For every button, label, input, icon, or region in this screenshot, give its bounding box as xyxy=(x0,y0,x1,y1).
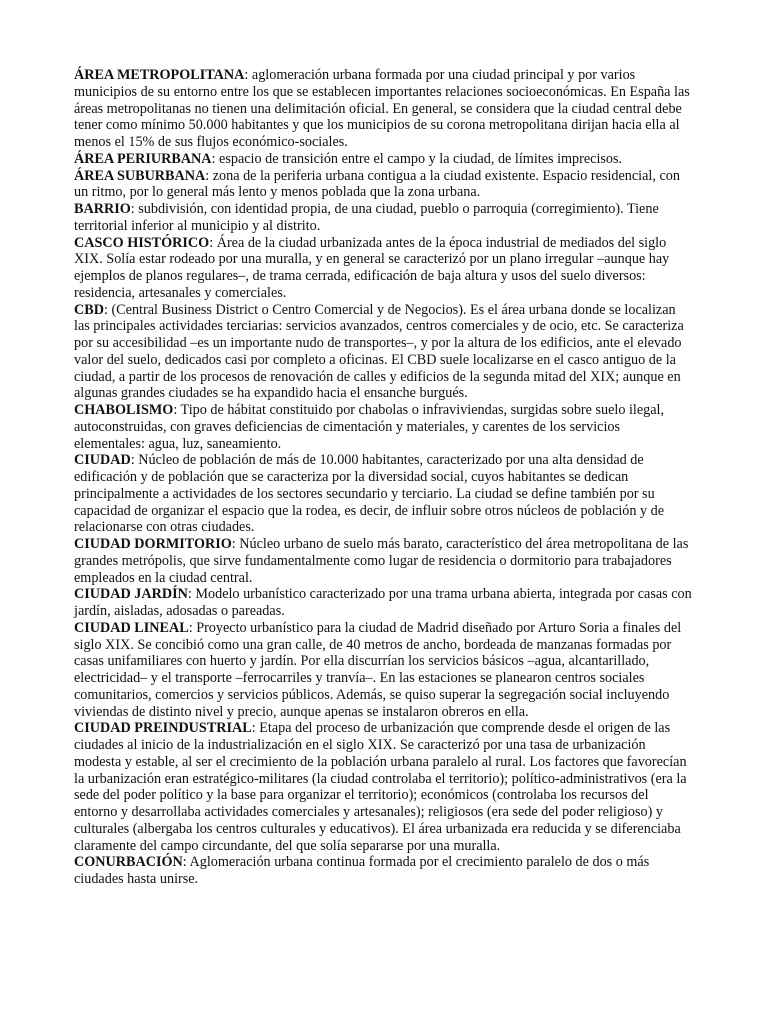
glossary-entry-ciudad-lineal xyxy=(74,620,694,721)
glossary-definition: : Aglomeración urbana continua formada por el crecimiento paralelo de dos o más ciudades hasta unirse. xyxy=(74,854,650,887)
glossary-term: CIUDAD DORMITORIO xyxy=(74,536,232,552)
glossary-entry-cbd xyxy=(74,302,694,403)
glossary-term: CIUDAD xyxy=(74,452,131,469)
glossary-definition: : espacio de transición entre el campo y la ciudad, de límites imprecisos. xyxy=(211,150,623,167)
glossary-entry-area-periurbana xyxy=(74,151,694,168)
glossary-definition: : Núcleo urbano de suelo más barato, característico del área metropolitana de las grandes metrópolis, que sirve fundamentalmente como lugar de residencia o dormitorio para trabajadores empleados en la ciudad central. xyxy=(74,536,689,586)
glossary-definition: : subdivisión, con identidad propia, de una ciudad, pueblo o parroquia (corregimiento). Tiene territorial inferior al municipio y al distrito. xyxy=(74,201,659,234)
glossary-term: ÁREA METROPOLITANA xyxy=(74,67,245,83)
glossary-term: CIUDAD JARDÍN xyxy=(74,586,188,603)
glossary-definition: : Modelo urbanístico caracterizado por una trama urbana abierta, integrada por casas con jardín, aisladas, adosadas o pareadas. xyxy=(74,586,692,619)
glossary-term: CONURBACIÓN xyxy=(74,854,183,871)
glossary-entry-area-suburbana xyxy=(74,168,694,202)
glossary-term: CIUDAD LINEAL xyxy=(74,619,189,636)
glossary-definition: : Etapa del proceso de urbanización que comprende desde el origen de las ciudades al inicio de la industrialización en el siglo XIX. Se caracterizó por una tasa de urbanización modesta y estable, al ser el crecimiento de la población urbana paralelo al rural. Los factores que favorecían la urbanización eran estratégico-militares (la ciudad controlaba el territorio); político-administrativos (era la sede del poder político y la base para organizar el territorio); económicos (controlaba los recursos del entorno y desarrollaba actividades comerciales y artesanales); religiosos (era sede del poder religioso) y culturales (albergaba los centros culturales y educativos). El área urbanizada era reducida y se diferenciaba claramente del campo circundante, del que solía separarse por una muralla. xyxy=(74,720,687,854)
glossary-definition: : zona de la periferia urbana contigua a la ciudad existente. Espacio residencial, con un ritmo, por lo general más lento y menos poblada que la zona urbana. xyxy=(74,167,680,201)
glossary-term: CHABOLISMO xyxy=(74,402,174,418)
glossary-definition: : (Central Business District o Centro Comercial y de Negocios). Es el área urbana donde se localizan las principales actividades terciarias: servicios avanzados, centros comerciales y de ocio, etc. Se caracteriza por su accesibilidad –es un importante nudo de transportes–, y por la altura de los edificios, ante el elevado valor del suelo, dedicados casi por completo a oficinas. El CBD suele localizarse en el casco antiguo de la ciudad, a partir de los procesos de renovación de calles y edificios de la segunda mitad del XIX; aunque en algunas grandes ciudades se ha expandido hacia el ensanche burgués. xyxy=(74,301,684,402)
glossary-entry-ciudad-preindustrial xyxy=(74,720,694,854)
glossary-term: ÁREA PERIURBANA xyxy=(74,150,212,167)
glossary-entry-ciudad-jardin xyxy=(74,586,694,620)
glossary-term: CIUDAD PREINDUSTRIAL xyxy=(74,720,252,737)
glossary-definition: : Núcleo de población de más de 10.000 habitantes, caracterizado por una alta densidad de edificación y de población que se caracteriza por la diversidad social, cuyos habitantes se dedican principalmente a actividades de los sectores secundario y terciario. La ciudad se define también por su capacidad de organizar el espacio que la rodea, es decir, de influir sobre otros núcleos de población y de relacionarse con otras ciudades. xyxy=(74,452,665,536)
glossary-entry-conurbacion xyxy=(74,854,694,888)
glossary-entry-barrio xyxy=(74,201,694,235)
glossary-definition: : Tipo de hábitat constituido por chabolas o infraviviendas, surgidas sobre suelo ilegal, autoconstruidas, con graves deficiencias de cimentación y materiales, y carentes de los servicios elementales: agua, luz, saneamiento. xyxy=(74,402,665,452)
glossary-definition: : Proyecto urbanístico para la ciudad de Madrid diseñado por Arturo Soria a finales del siglo XIX. Se concibió como una gran calle, de 40 metros de ancho, bordeada de manzanas formadas por casas unifamiliares con huerto y jardín. Por ella discurrían los servicios básicos –agua, alcantarillado, electricidad– y el transporte –ferrocarriles y tranvía–. En las estaciones se planearon centros sociales comunitarios, comercios y servicios públicos. Además, se quiso superar la segregación social incluyendo viviendas de distinto nivel y precio, aunque apenas se instalaron obreros en ella. xyxy=(74,619,682,720)
glossary-term: CASCO HISTÓRICO xyxy=(74,234,210,251)
glossary-term: BARRIO xyxy=(74,201,131,217)
glossary-definition: : aglomeración urbana formada por una ciudad principal y por varios municipios de su entorno entre los que se establecen importantes relaciones socioeconómicas. En España las áreas metropolitanas no tienen una delimitación oficial. En general, se considera que la ciudad central debe tener como mínimo 50.000 habitantes y que los municipios de su corona metropolitana dirijan hacia ella al menos el 15% de sus flujos económico-sociales. xyxy=(74,67,690,150)
glossary-entry-casco-historico xyxy=(74,235,694,302)
glossary-term: ÁREA SUBURBANA xyxy=(74,167,206,184)
glossary-entry-chabolismo xyxy=(74,402,694,452)
glossary-entry-area-metropolitana xyxy=(74,67,694,151)
glossary-entry-ciudad xyxy=(74,452,694,536)
glossary-entry-ciudad-dormitorio xyxy=(74,536,694,586)
glossary-term: CBD xyxy=(74,301,104,318)
glossary-definition: : Área de la ciudad urbanizada antes de la época industrial de mediados del siglo XIX. Solía estar rodeado por una muralla, y en general se caracterizó por un plano irregular –aunque hay ejemplos de planos regulares–, de trama cerrada, edificación de baja altura y usos del suelo diversos: residencia, artesanales y comerciales. xyxy=(74,234,670,301)
